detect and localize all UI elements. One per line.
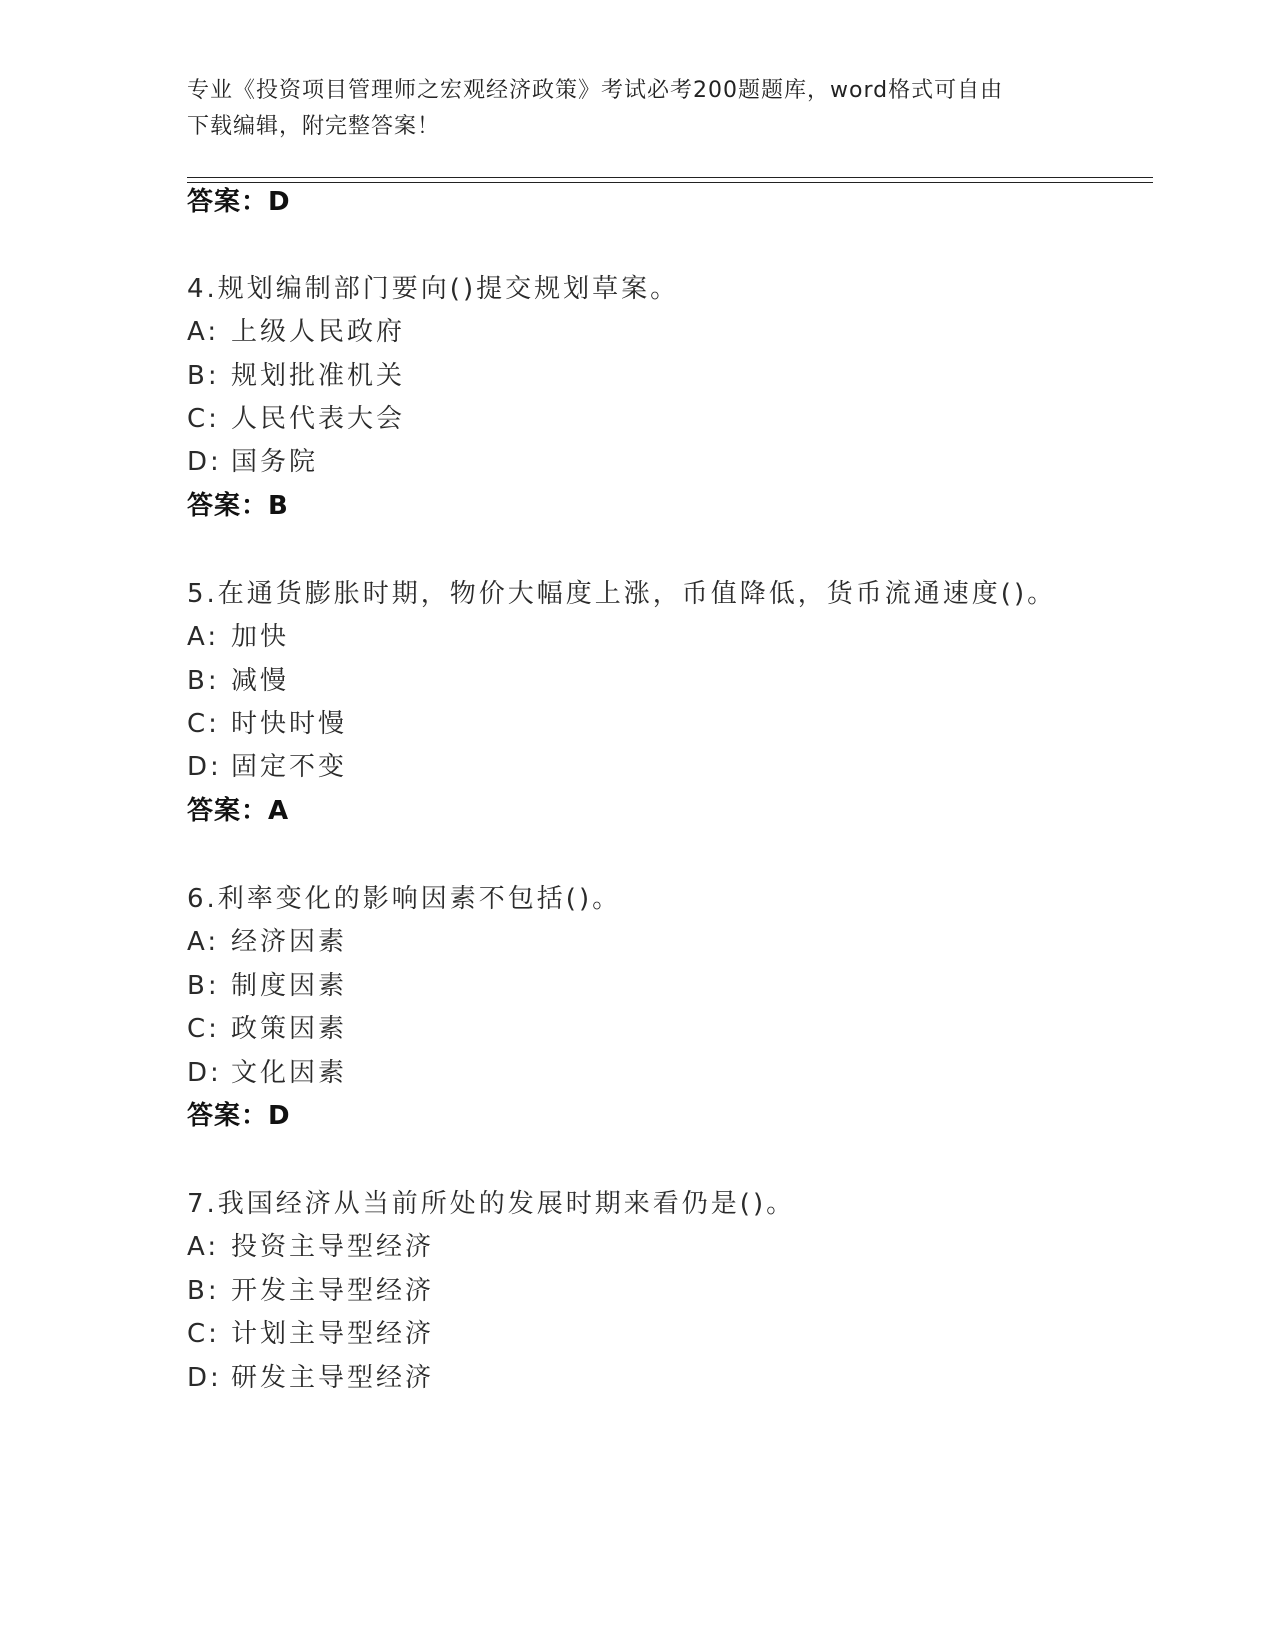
question-5-option-b [187, 665, 289, 697]
option-label: A: [187, 1232, 220, 1262]
question-5-option-a [187, 621, 289, 653]
option-label: D: [187, 1363, 222, 1393]
option-text: 上级人民政府 [231, 317, 406, 347]
option-label: D: [187, 1058, 222, 1088]
header-line-2: 下载编辑，附完整答案！ [187, 114, 441, 139]
question-6-option-d [187, 1057, 347, 1089]
option-text: 投资主导型经济 [231, 1232, 435, 1262]
option-text: 研发主导型经济 [231, 1363, 435, 1393]
question-4-answer: 答案：B [187, 491, 289, 521]
header-line-1: 专业《投资项目管理师之宏观经济政策》考试必考200题题库，word格式可自由 [187, 78, 1004, 103]
option-text: 制度因素 [231, 971, 348, 1001]
question-4-option-c [187, 403, 405, 435]
question-7-stem: 7.我国经济从当前所处的发展时期来看仍是()。 [187, 1189, 796, 1219]
option-text: 经济因素 [231, 927, 348, 957]
question-4-stem: 4.规划编制部门要向()提交规划草案。 [187, 274, 680, 304]
option-text: 加快 [231, 622, 290, 652]
option-text: 人民代表大会 [231, 404, 406, 434]
question-7-option-d [187, 1362, 434, 1394]
question-4-option-d [187, 446, 318, 478]
question-5-option-d [187, 751, 347, 783]
question-6-option-b [187, 970, 347, 1002]
option-label: C: [187, 1319, 220, 1349]
question-6-answer: 答案：D [187, 1101, 291, 1131]
option-label: B: [187, 666, 220, 696]
question-7-option-a [187, 1231, 434, 1263]
option-label: C: [187, 709, 220, 739]
option-label: A: [187, 317, 220, 347]
option-text: 文化因素 [231, 1058, 348, 1088]
question-4-option-b [187, 360, 405, 392]
option-label: A: [187, 622, 220, 652]
question-4-option-a [187, 316, 405, 348]
header-divider-top [187, 177, 1153, 178]
question-6-option-a [187, 926, 347, 958]
option-label: B: [187, 1276, 220, 1306]
option-text: 国务院 [231, 447, 319, 477]
option-text: 政策因素 [231, 1014, 348, 1044]
question-5-option-c [187, 708, 347, 740]
option-text: 时快时慢 [231, 709, 348, 739]
question-5-answer: 答案：A [187, 796, 290, 826]
option-text: 规划批准机关 [231, 361, 406, 391]
option-text: 固定不变 [231, 752, 348, 782]
answer-previous: 答案：D [187, 187, 291, 217]
option-label: A: [187, 927, 220, 957]
option-label: B: [187, 971, 220, 1001]
question-6-stem: 6.利率变化的影响因素不包括()。 [187, 884, 622, 914]
option-text: 减慢 [231, 666, 290, 696]
question-6-option-c [187, 1013, 347, 1045]
option-label: D: [187, 752, 222, 782]
option-text: 计划主导型经济 [231, 1319, 435, 1349]
question-7-option-c [187, 1318, 434, 1350]
question-7-option-b [187, 1275, 434, 1307]
header-divider-bottom [187, 182, 1153, 183]
option-text: 开发主导型经济 [231, 1276, 435, 1306]
question-5-stem: 5.在通货膨胀时期，物价大幅度上涨，币值降低，货币流通速度()。 [187, 579, 1057, 609]
option-label: D: [187, 447, 222, 477]
option-label: B: [187, 361, 220, 391]
option-label: C: [187, 404, 220, 434]
option-label: C: [187, 1014, 220, 1044]
document-header [187, 73, 1067, 145]
